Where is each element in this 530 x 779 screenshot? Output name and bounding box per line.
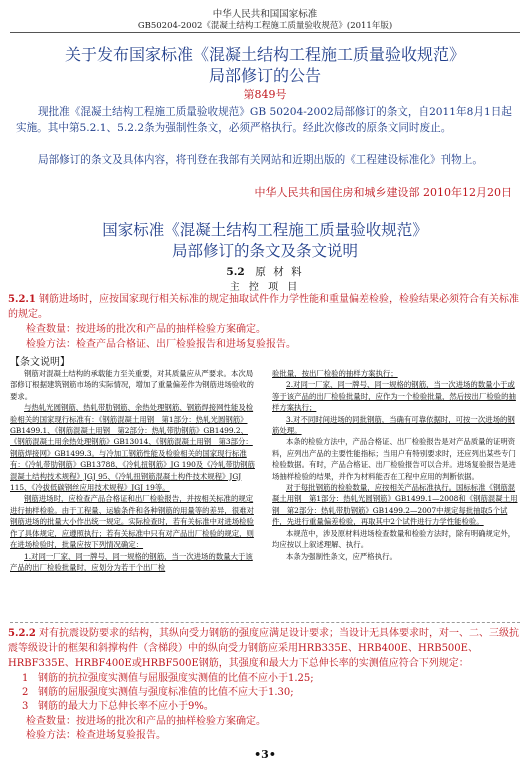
check-method: 检验方法：检查进场复验报告。 — [26, 730, 166, 741]
revision-subtitle: 局部修订的条文及条文说明 — [171, 242, 358, 260]
clause-5-2-2 — [8, 626, 522, 671]
item-number: 3 — [22, 701, 29, 712]
check-quantity: 检查数量：按进场的批次和产品的抽样检验方案确定。 — [26, 716, 266, 727]
subsection-heading: 主 控 项 目 — [229, 282, 301, 293]
explanation-paragraph: 1.对同一厂家、同一牌号、同一规格的钢筋，当一次进场的数量大于该产品的出厂检验批量时，应划分为若干个出厂检 — [10, 551, 253, 572]
requirement-item-3 — [22, 700, 214, 714]
explanation-paragraph: 验批量，按出厂检验的抽样方案执行； — [272, 369, 398, 378]
explanation-paragraph: 本条为强制性条文，应严格执行。 — [286, 551, 397, 561]
clause-number: 5.2.2 — [8, 628, 36, 639]
explanation-left-column — [10, 368, 256, 573]
clause-text: 钢筋进场时，应按国家现行相关标准的规定抽取试件作力学性能和重量偏差检验，检验结果必须符合有关标准的规定。 — [8, 294, 520, 320]
requirement-item-2 — [22, 686, 294, 700]
explanation-paragraph: 钢筋对混凝土结构的承载能力至关重要，对其质量应从严要求。本次局部修订根据建筑钢筋市场的实际情况，增加了重量偏差作为钢筋进场验收的要求。 — [10, 369, 254, 401]
explanation-paragraph: 本规范中，涉及原材料进场检查数量和检验方法时，除有明确规定外，均应按以上叙述理解、执行。 — [272, 528, 516, 550]
header-code: GB50204-2002《混凝土结构工程施工质量验收规范》(2011年版) — [137, 21, 393, 31]
clause-5-2-1 — [8, 292, 522, 322]
explanation-paragraph: 与热轧光圆钢筋、热轧带肋钢筋、余热处理钢筋、钢筋焊接网性能及检验相关的国家现行标准有：《钢筋混凝土用钢 第1部分：热轧光圆钢筋》GB1499.1、《钢筋混凝土用钢 第2部分：热轧带肋钢筋》GB1499.2、《钢筋混凝土用余热处理钢筋》GB13014、《钢筋混凝土用钢 第3部分：钢筋焊接网》GB1499.3。与冷加工钢筋性能及检验相关的国家现行标准有：《冷轧带肋钢筋》GB13788、《冷轧扭钢筋》JG 190及《冷轧带肋钢筋混凝土结构技术规程》JGJ 95、《冷轧扭钢筋混凝土构件技术规程》JGJ 115、《冷拔低碳钢丝应用技术规程》JGJ 19等。 — [10, 403, 255, 493]
notice-paragraph-2: 局部修订的条文及具体内容，将刊登在我部有关网站和近期出版的《工程建设标准化》刊物上。 — [38, 154, 483, 166]
item-text: 钢筋的最大力下总伸长率不应小于9%。 — [38, 701, 214, 712]
item-number: 1 — [22, 673, 29, 684]
item-number: 2 — [22, 687, 29, 698]
section-number: 5.2 — [226, 266, 245, 278]
page-number: •3• — [254, 748, 276, 761]
revision-title: 国家标准《混凝土结构工程施工质量验收规范》 — [102, 221, 428, 239]
check-quantity: 检查数量：按进场的批次和产品的抽样检验方案确定。 — [26, 324, 266, 335]
item-text: 钢筋的屈服强度实测值与强度标准值的比值不应大于1.30; — [38, 687, 294, 698]
requirement-item-1 — [22, 672, 314, 686]
explanation-paragraph: 本条的检验方法中，产品合格证、出厂检验报告是对产品质量的证明资料，应列出产品的主要性能指标；当用户有特别要求时，还应列出某些专门检验数据。有时，产品合格证、出厂检验报告可以合并。进场复验报告是进场抽样检验的结果，并作为材料能否在工程中应用的判断依据。 — [272, 437, 516, 481]
section-heading — [0, 264, 530, 279]
check-method: 检验方法：检查产品合格证、出厂检验报告和进场复验报告。 — [26, 339, 296, 350]
notice-title: 关于发布国家标准《混凝土结构工程施工质量验收规范》 — [64, 45, 465, 64]
notice-paragraph-1: 现批准《混凝土结构工程施工质量验收规范》GB 50204-2002局部修订的条文，自2011年8月1日起实施。其中第5.2.1、5.2.2条为强制性条文，必须严格执行。经此次修改的原条文同时废止。 — [16, 106, 512, 134]
item-text: 钢筋的抗拉强度实测值与屈服强度实测值的比值不应小于1.25; — [38, 673, 314, 684]
notice-subtitle: 局部修订的公告 — [208, 66, 321, 85]
notice-number: 第849号 — [243, 88, 287, 101]
explanation-heading: 【条文说明】 — [10, 357, 70, 368]
explanation-paragraph: 对于每批钢筋的检验数量，应按相关产品标准执行。国标标准《钢筋混凝土用钢 第1部分：热轧光圆钢筋》GB1499.1—2008和《钢筋混凝土用钢 第2部分：热轧带肋钢筋》GB1499.2—2007中规定每批抽取5个试件，先进行重量偏差检验，再取其中2个试件进行力学性能检验。 — [272, 483, 518, 527]
section-divider — [10, 622, 520, 623]
section-name: 原 材 料 — [255, 266, 304, 278]
notice-signature: 中华人民共和国住房和城乡建设部 2010年12月20日 — [254, 186, 512, 199]
header-rule — [10, 32, 520, 33]
explanation-paragraph: 2.对同一厂家、同一牌号、同一规格的钢筋，当一次进场的数量小于或等于该产品的出厂检验批量时，应作为一个检验批量，然后按出厂检验的抽样方案执行； — [272, 380, 516, 413]
explanation-right-column — [272, 368, 522, 562]
header-standard: 中华人民共和国国家标准 — [212, 9, 318, 20]
explanation-paragraph: 3.对不同时间进场的同批钢筋，当确有可靠依据时，可按一次进场的钢筋处理。 — [272, 414, 515, 436]
clause-number: 5.2.1 — [8, 294, 36, 305]
explanation-paragraph: 钢筋进场时，应检查产品合格证和出厂检验报告，并按相关标准的规定进行抽样检验。由于工程量、运输条件和各种钢筋的用量等的差异，很难对钢筋进场的批量大小作出统一规定。实际检查时，若有关标准中对进场检验作了具体规定，应遵照执行；若有关标准中只有对产品出厂检验的规定，则在进场检验时，批量应按下列情况确定： — [10, 494, 254, 550]
clause-text: 对有抗震设防要求的结构，其纵向受力钢筋的强度应满足设计要求；当设计无具体要求时，对一、二、三级抗震等级设计的框架和斜撑构件（含梯段）中的纵向受力钢筋应采用HRB335E、HRB400E、HRB500E、HRBF335E、HRBF400E或HRBF500E钢筋，其强度和最大力下总伸长率的实测值应符合下列规定： — [8, 628, 520, 669]
